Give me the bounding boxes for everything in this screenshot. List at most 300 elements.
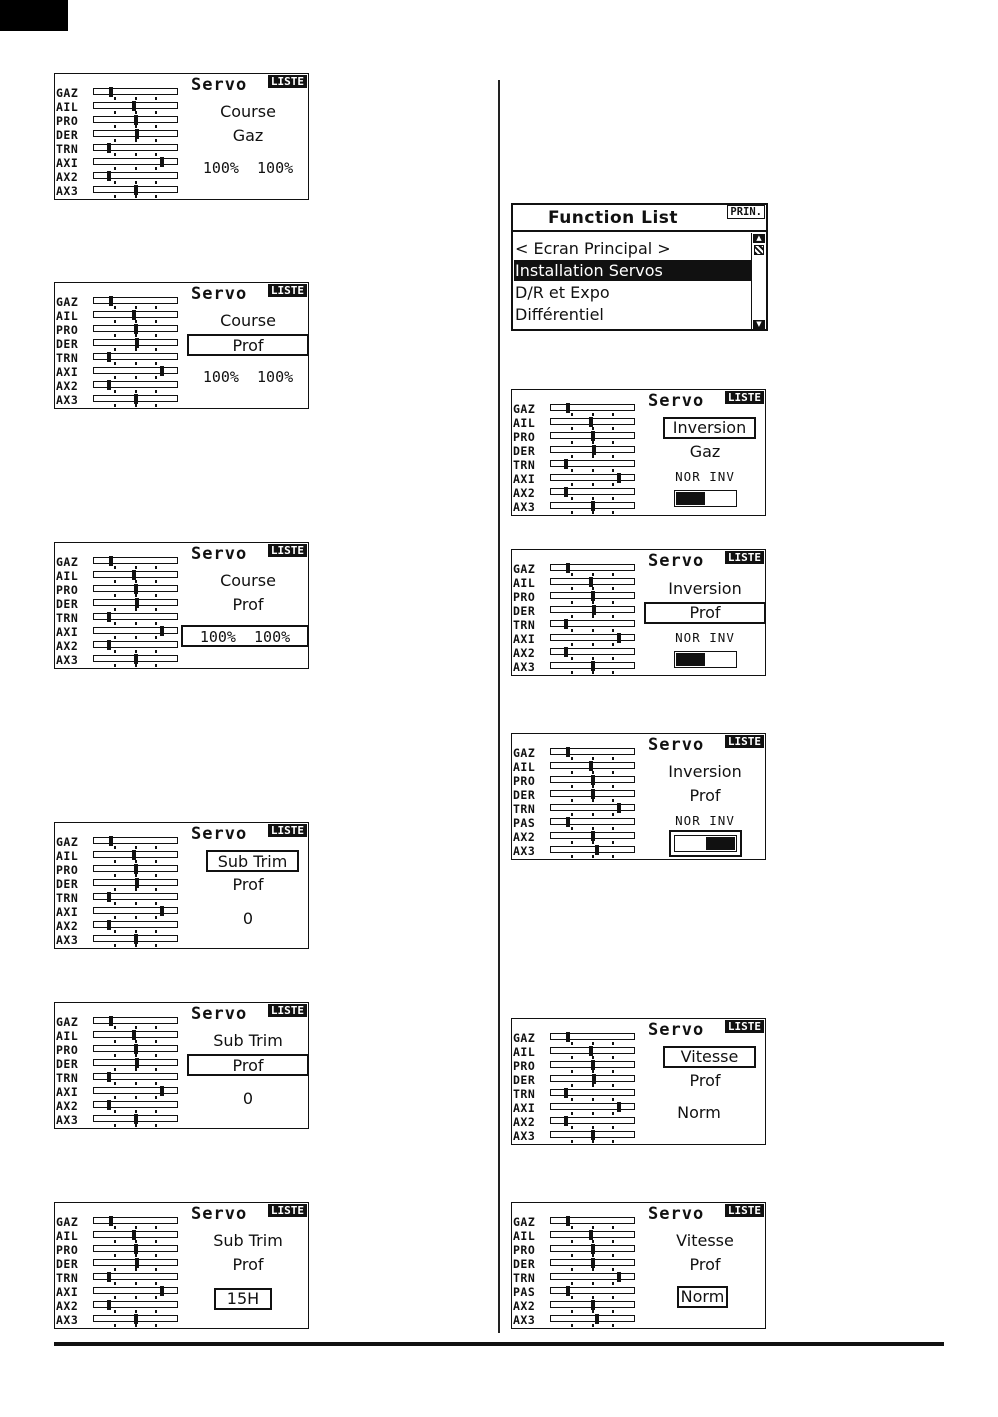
- channel-position-indicator: [592, 1074, 596, 1084]
- menu-option-selected[interactable]: Vitesse: [663, 1046, 756, 1068]
- channel-bar: [93, 186, 178, 193]
- liste-button[interactable]: LISTE: [268, 544, 307, 557]
- channel-bar: [550, 564, 635, 571]
- channel-position-indicator: [134, 1314, 138, 1324]
- channel-label: AX2: [513, 830, 536, 844]
- screen-inversion-prof-inv: [511, 733, 766, 860]
- screen-inversion-prof-select: [511, 549, 766, 676]
- channel-position-indicator: [589, 577, 593, 587]
- channel-bar: [550, 404, 635, 411]
- channel-label: DER: [56, 877, 79, 891]
- channel-label: TRN: [56, 1071, 79, 1085]
- channel-position-indicator: [566, 563, 570, 573]
- channel-bar: [550, 1287, 635, 1294]
- channel-row: [56, 877, 186, 891]
- channel-bar: [550, 488, 635, 495]
- channel-label: TRN: [513, 802, 536, 816]
- channel-label: AX3: [513, 500, 536, 514]
- channel-label: AX2: [56, 170, 79, 184]
- liste-button[interactable]: LISTE: [725, 1204, 764, 1217]
- screen-title: Servo: [191, 75, 248, 95]
- channel-label: TRN: [513, 618, 536, 632]
- channel-label: AX2: [513, 646, 536, 660]
- menu-option[interactable]: Vitesse: [676, 1231, 734, 1250]
- liste-button[interactable]: LISTE: [268, 284, 307, 297]
- channel-position-indicator: [107, 892, 111, 902]
- scroll-down-icon[interactable]: ▼: [753, 320, 765, 329]
- channel-label: TRN: [56, 351, 79, 365]
- bar-tick: [114, 664, 116, 667]
- channel-position-indicator: [132, 570, 136, 580]
- channel-option[interactable]: Prof: [232, 1255, 264, 1274]
- function-list-item[interactable]: D/R et Expo: [515, 283, 610, 302]
- channel-position-indicator: [589, 417, 593, 427]
- bar-tick: [155, 195, 157, 198]
- channel-row: [56, 295, 186, 309]
- channel-row: [56, 365, 186, 379]
- channel-bar: [93, 627, 178, 634]
- speed-value-selected[interactable]: Norm: [677, 1286, 728, 1308]
- channel-bar: [93, 907, 178, 914]
- channel-label: TRN: [56, 891, 79, 905]
- channel-position-indicator: [135, 129, 139, 139]
- channel-position-indicator: [589, 761, 593, 771]
- bar-tick: [612, 1324, 614, 1327]
- channel-bar: [93, 1315, 178, 1322]
- channel-bar: [93, 1231, 178, 1238]
- channel-option[interactable]: Prof: [232, 875, 264, 894]
- channel-position-indicator: [617, 1272, 621, 1282]
- channel-position-indicator: [566, 1286, 570, 1296]
- channel-bar: [93, 1245, 178, 1252]
- channel-label: PAS: [513, 1285, 536, 1299]
- channel-label: AXI: [513, 632, 536, 646]
- channel-label: AIL: [56, 849, 79, 863]
- channel-bar: [93, 1301, 178, 1308]
- channel-label: AX2: [56, 919, 79, 933]
- channel-row: [513, 486, 643, 500]
- screen-course-prof-select: [54, 282, 309, 409]
- screen-subtrim-value: [54, 1202, 309, 1329]
- screen-title: Servo: [648, 735, 705, 755]
- channel-row: [513, 632, 643, 646]
- channel-bar: [550, 474, 635, 481]
- channel-bar: [93, 1045, 178, 1052]
- channel-bar: [93, 921, 178, 928]
- scroll-thumb[interactable]: [754, 245, 764, 255]
- channel-position-indicator: [109, 296, 113, 306]
- channel-bar: [550, 648, 635, 655]
- channel-row: [513, 590, 643, 604]
- channel-position-indicator: [617, 1102, 621, 1112]
- channel-label: AIL: [513, 576, 536, 590]
- bar-tick: [612, 671, 614, 674]
- liste-button[interactable]: LISTE: [725, 391, 764, 404]
- menu-option[interactable]: Sub Trim: [213, 1031, 283, 1050]
- channel-label: DER: [56, 128, 79, 142]
- bar-tick: [592, 511, 594, 514]
- channel-label: GAZ: [56, 1215, 79, 1229]
- channel-label: GAZ: [56, 555, 79, 569]
- bar-tick: [114, 195, 116, 198]
- channel-bar: [93, 557, 178, 564]
- channel-bar: [93, 88, 178, 95]
- channel-bar: [93, 865, 178, 872]
- menu-option-selected[interactable]: Inversion: [663, 417, 756, 439]
- liste-button[interactable]: LISTE: [725, 1020, 764, 1033]
- nor-label: NOR: [675, 630, 701, 645]
- subtrim-value[interactable]: 0: [242, 909, 254, 928]
- liste-button[interactable]: LISTE: [268, 75, 307, 88]
- travel-value-selected[interactable]: 100% 100%: [181, 625, 309, 647]
- channel-label: AX3: [56, 393, 79, 407]
- menu-option[interactable]: Inversion: [668, 762, 742, 781]
- menu-option[interactable]: Sub Trim: [213, 1231, 283, 1250]
- channel-option[interactable]: Prof: [689, 1071, 721, 1090]
- channel-bar: [93, 893, 178, 900]
- channel-bar: [93, 367, 178, 374]
- channel-label: AX3: [56, 933, 79, 947]
- channel-row: [513, 1129, 643, 1143]
- channel-row: [56, 379, 186, 393]
- liste-button[interactable]: LISTE: [268, 1204, 307, 1217]
- channel-row: [513, 1031, 643, 1045]
- channel-position-indicator: [564, 647, 568, 657]
- bar-tick: [155, 404, 157, 407]
- channel-label: AIL: [56, 100, 79, 114]
- channel-row: [513, 830, 643, 844]
- channel-label: AX2: [513, 1299, 536, 1313]
- channel-row: [56, 583, 186, 597]
- channel-label: GAZ: [513, 1215, 536, 1229]
- channel-row: [513, 1045, 643, 1059]
- channel-label: AX2: [513, 1115, 536, 1129]
- channel-bar: [550, 846, 635, 853]
- channel-bar: [93, 1217, 178, 1224]
- channel-position-indicator: [160, 1086, 164, 1096]
- bar-tick: [592, 671, 594, 674]
- channel-row: [56, 114, 186, 128]
- channel-bar: [550, 1231, 635, 1238]
- channel-position-indicator: [107, 380, 111, 390]
- channel-option-selected[interactable]: Prof: [187, 1054, 309, 1076]
- channel-label: AX2: [56, 1299, 79, 1313]
- menu-option[interactable]: Course: [220, 311, 276, 330]
- channel-bar: [93, 1087, 178, 1094]
- channel-position-indicator: [134, 934, 138, 944]
- channel-bar: [550, 776, 635, 783]
- reverse-toggle[interactable]: [674, 490, 737, 507]
- channel-row: [513, 1285, 643, 1299]
- screen-title: Servo: [191, 1204, 248, 1224]
- channel-row: [513, 1087, 643, 1101]
- channel-label: AX3: [513, 844, 536, 858]
- channel-bar: [93, 879, 178, 886]
- channel-row: [56, 1015, 186, 1029]
- channel-label: AIL: [56, 1029, 79, 1043]
- channel-position-indicator: [160, 1286, 164, 1296]
- channel-bar: [93, 1031, 178, 1038]
- channel-bar: [93, 571, 178, 578]
- channel-bar: [550, 1245, 635, 1252]
- speed-value[interactable]: Norm: [677, 1103, 721, 1122]
- channel-row: [513, 500, 643, 514]
- channel-row: [56, 1313, 186, 1327]
- channel-row: [56, 323, 186, 337]
- channel-position-indicator: [134, 1044, 138, 1054]
- channel-position-indicator: [134, 115, 138, 125]
- channel-label: PRO: [513, 1059, 536, 1073]
- channel-label: AX3: [56, 184, 79, 198]
- screen-title: Servo: [648, 1020, 705, 1040]
- channel-position-indicator: [566, 817, 570, 827]
- channel-row: [513, 1271, 643, 1285]
- screen-inversion-select: [511, 389, 766, 516]
- channel-label: GAZ: [513, 402, 536, 416]
- channel-position-indicator: [591, 1244, 595, 1254]
- bar-tick: [571, 1324, 573, 1327]
- channel-position-indicator: [132, 850, 136, 860]
- channel-row: [513, 416, 643, 430]
- screen-vitesse-select: [511, 1018, 766, 1145]
- channel-row: [513, 576, 643, 590]
- scrollbar[interactable]: [751, 233, 766, 330]
- channel-bar: [93, 599, 178, 606]
- channel-label: AXI: [56, 156, 79, 170]
- channel-label: AIL: [513, 760, 536, 774]
- channel-position-indicator: [591, 661, 595, 671]
- channel-label: PRO: [56, 114, 79, 128]
- channel-row: [56, 1113, 186, 1127]
- channel-label: DER: [56, 337, 79, 351]
- channel-row: [56, 86, 186, 100]
- channel-label: AX3: [513, 1129, 536, 1143]
- channel-position-indicator: [566, 1216, 570, 1226]
- screen-title: Servo: [191, 544, 248, 564]
- channel-row: [513, 844, 643, 858]
- channel-row: [513, 1059, 643, 1073]
- channel-label: TRN: [56, 611, 79, 625]
- channel-bar: [550, 1117, 635, 1124]
- channel-bar: [550, 1033, 635, 1040]
- channel-label: PAS: [513, 816, 536, 830]
- subtrim-value-selected[interactable]: 15H: [214, 1288, 272, 1310]
- channel-row: [513, 1215, 643, 1229]
- channel-bar: [93, 395, 178, 402]
- prin-button[interactable]: PRIN.: [727, 205, 765, 219]
- channel-label: TRN: [56, 1271, 79, 1285]
- function-list-item[interactable]: Différentiel: [515, 305, 604, 324]
- channel-bar: [93, 339, 178, 346]
- channel-option-selected[interactable]: Prof: [187, 334, 309, 356]
- channel-row: [513, 444, 643, 458]
- channel-option[interactable]: Gaz: [689, 442, 721, 461]
- bar-tick: [155, 944, 157, 947]
- screen-title: Servo: [648, 1204, 705, 1224]
- channel-row: [56, 1071, 186, 1085]
- channel-label: GAZ: [513, 1031, 536, 1045]
- channel-bar: [93, 1073, 178, 1080]
- liste-button[interactable]: LISTE: [268, 1004, 307, 1017]
- channel-row: [56, 1285, 186, 1299]
- channel-bar: [550, 1273, 635, 1280]
- reverse-toggle-selected[interactable]: [669, 830, 742, 857]
- channel-bar: [550, 502, 635, 509]
- channel-row: [513, 1073, 643, 1087]
- channel-row: [56, 337, 186, 351]
- reverse-toggle[interactable]: [674, 651, 737, 668]
- channel-position-indicator: [592, 445, 596, 455]
- channel-label: DER: [56, 597, 79, 611]
- channel-label: AXI: [56, 365, 79, 379]
- channel-row: [56, 142, 186, 156]
- travel-value[interactable]: 100% 100%: [202, 159, 294, 177]
- channel-label: DER: [56, 1257, 79, 1271]
- channel-label: AIL: [513, 1229, 536, 1243]
- menu-option-selected[interactable]: Sub Trim: [206, 850, 299, 872]
- channel-label: AX2: [513, 486, 536, 500]
- channel-position-indicator: [591, 1300, 595, 1310]
- channel-row: [56, 1085, 186, 1099]
- channel-bar: [93, 102, 178, 109]
- menu-option[interactable]: Inversion: [668, 579, 742, 598]
- bar-tick: [155, 1124, 157, 1127]
- channel-row: [56, 611, 186, 625]
- liste-button[interactable]: LISTE: [725, 735, 764, 748]
- channel-label: TRN: [513, 458, 536, 472]
- screen-title: Servo: [648, 551, 705, 571]
- bar-tick: [155, 664, 157, 667]
- menu-option[interactable]: Course: [220, 571, 276, 590]
- channel-label: PRO: [56, 1043, 79, 1057]
- channel-position-indicator: [107, 171, 111, 181]
- title-separator: [513, 230, 766, 232]
- channel-row: [56, 639, 186, 653]
- channel-position-indicator: [135, 338, 139, 348]
- channel-position-indicator: [591, 1060, 595, 1070]
- bar-tick: [114, 1324, 116, 1327]
- channel-row: [513, 1299, 643, 1313]
- menu-option[interactable]: Course: [220, 102, 276, 121]
- nor-label: NOR: [675, 813, 701, 828]
- bar-tick: [592, 855, 594, 858]
- channel-bar: [93, 655, 178, 662]
- channel-position-indicator: [160, 366, 164, 376]
- channel-option-selected[interactable]: Prof: [644, 602, 766, 624]
- channel-bar: [93, 613, 178, 620]
- channel-row: [56, 1029, 186, 1043]
- channel-row: [56, 393, 186, 407]
- channel-position-indicator: [566, 403, 570, 413]
- screen-subtrim-prof-select: [54, 1002, 309, 1129]
- channel-bar: [550, 832, 635, 839]
- channel-position-indicator: [591, 501, 595, 511]
- channel-position-indicator: [589, 1230, 593, 1240]
- channel-label: AIL: [56, 309, 79, 323]
- channel-row: [56, 1215, 186, 1229]
- channel-label: PRO: [513, 1243, 536, 1257]
- channel-position-indicator: [107, 1072, 111, 1082]
- bar-tick: [612, 855, 614, 858]
- channel-row: [56, 1043, 186, 1057]
- channel-bar: [550, 1217, 635, 1224]
- channel-bar: [550, 1315, 635, 1322]
- channel-label: AXI: [56, 1285, 79, 1299]
- channel-position-indicator: [564, 619, 568, 629]
- bar-tick: [612, 511, 614, 514]
- channel-bar: [93, 585, 178, 592]
- screen-course-prof-value: [54, 542, 309, 669]
- channel-bar: [550, 662, 635, 669]
- channel-row: [56, 1271, 186, 1285]
- bar-tick: [135, 404, 137, 407]
- channel-position-indicator: [134, 584, 138, 594]
- bar-tick: [571, 511, 573, 514]
- channel-row: [56, 625, 186, 639]
- channel-label: TRN: [56, 142, 79, 156]
- bar-tick: [135, 1324, 137, 1327]
- channel-option[interactable]: Prof: [689, 786, 721, 805]
- channel-position-indicator: [107, 143, 111, 153]
- channel-bar: [93, 641, 178, 648]
- subtrim-value[interactable]: 0: [242, 1089, 254, 1108]
- channel-position-indicator: [591, 431, 595, 441]
- channel-row: [513, 746, 643, 760]
- liste-button[interactable]: LISTE: [268, 824, 307, 837]
- channel-bar: [550, 418, 635, 425]
- inv-label: INV: [709, 469, 735, 484]
- channel-position-indicator: [107, 640, 111, 650]
- channel-label: DER: [56, 1057, 79, 1071]
- channel-position-indicator: [564, 1116, 568, 1126]
- channel-position-indicator: [109, 87, 113, 97]
- liste-button[interactable]: LISTE: [725, 551, 764, 564]
- function-list-item[interactable]: < Ecran Principal >: [515, 239, 671, 258]
- function-list-item-selected[interactable]: Installation Servos: [514, 260, 751, 281]
- channel-position-indicator: [107, 920, 111, 930]
- channel-label: AXI: [56, 1085, 79, 1099]
- channel-row: [513, 816, 643, 830]
- channel-position-indicator: [135, 1058, 139, 1068]
- channel-label: AX3: [513, 1313, 536, 1327]
- bar-tick: [571, 1140, 573, 1143]
- channel-label: DER: [513, 1073, 536, 1087]
- channel-row: [56, 1057, 186, 1071]
- channel-bar: [93, 325, 178, 332]
- channel-bar: [550, 620, 635, 627]
- channel-label: AX3: [56, 1313, 79, 1327]
- channel-row: [56, 905, 186, 919]
- channel-label: PRO: [56, 583, 79, 597]
- travel-value[interactable]: 100% 100%: [202, 368, 294, 386]
- channel-label: PRO: [513, 590, 536, 604]
- channel-row: [513, 402, 643, 416]
- channel-bar: [550, 762, 635, 769]
- channel-bar: [550, 748, 635, 755]
- channel-label: AX2: [56, 639, 79, 653]
- channel-position-indicator: [564, 487, 568, 497]
- channel-option[interactable]: Prof: [232, 595, 264, 614]
- scroll-up-icon[interactable]: ▲: [753, 234, 765, 243]
- channel-label: PRO: [513, 430, 536, 444]
- channel-position-indicator: [109, 836, 113, 846]
- channel-label: DER: [513, 1257, 536, 1271]
- channel-option[interactable]: Prof: [689, 1255, 721, 1274]
- channel-label: GAZ: [56, 835, 79, 849]
- channel-bar: [550, 432, 635, 439]
- channel-option[interactable]: Gaz: [232, 126, 264, 145]
- channel-position-indicator: [107, 352, 111, 362]
